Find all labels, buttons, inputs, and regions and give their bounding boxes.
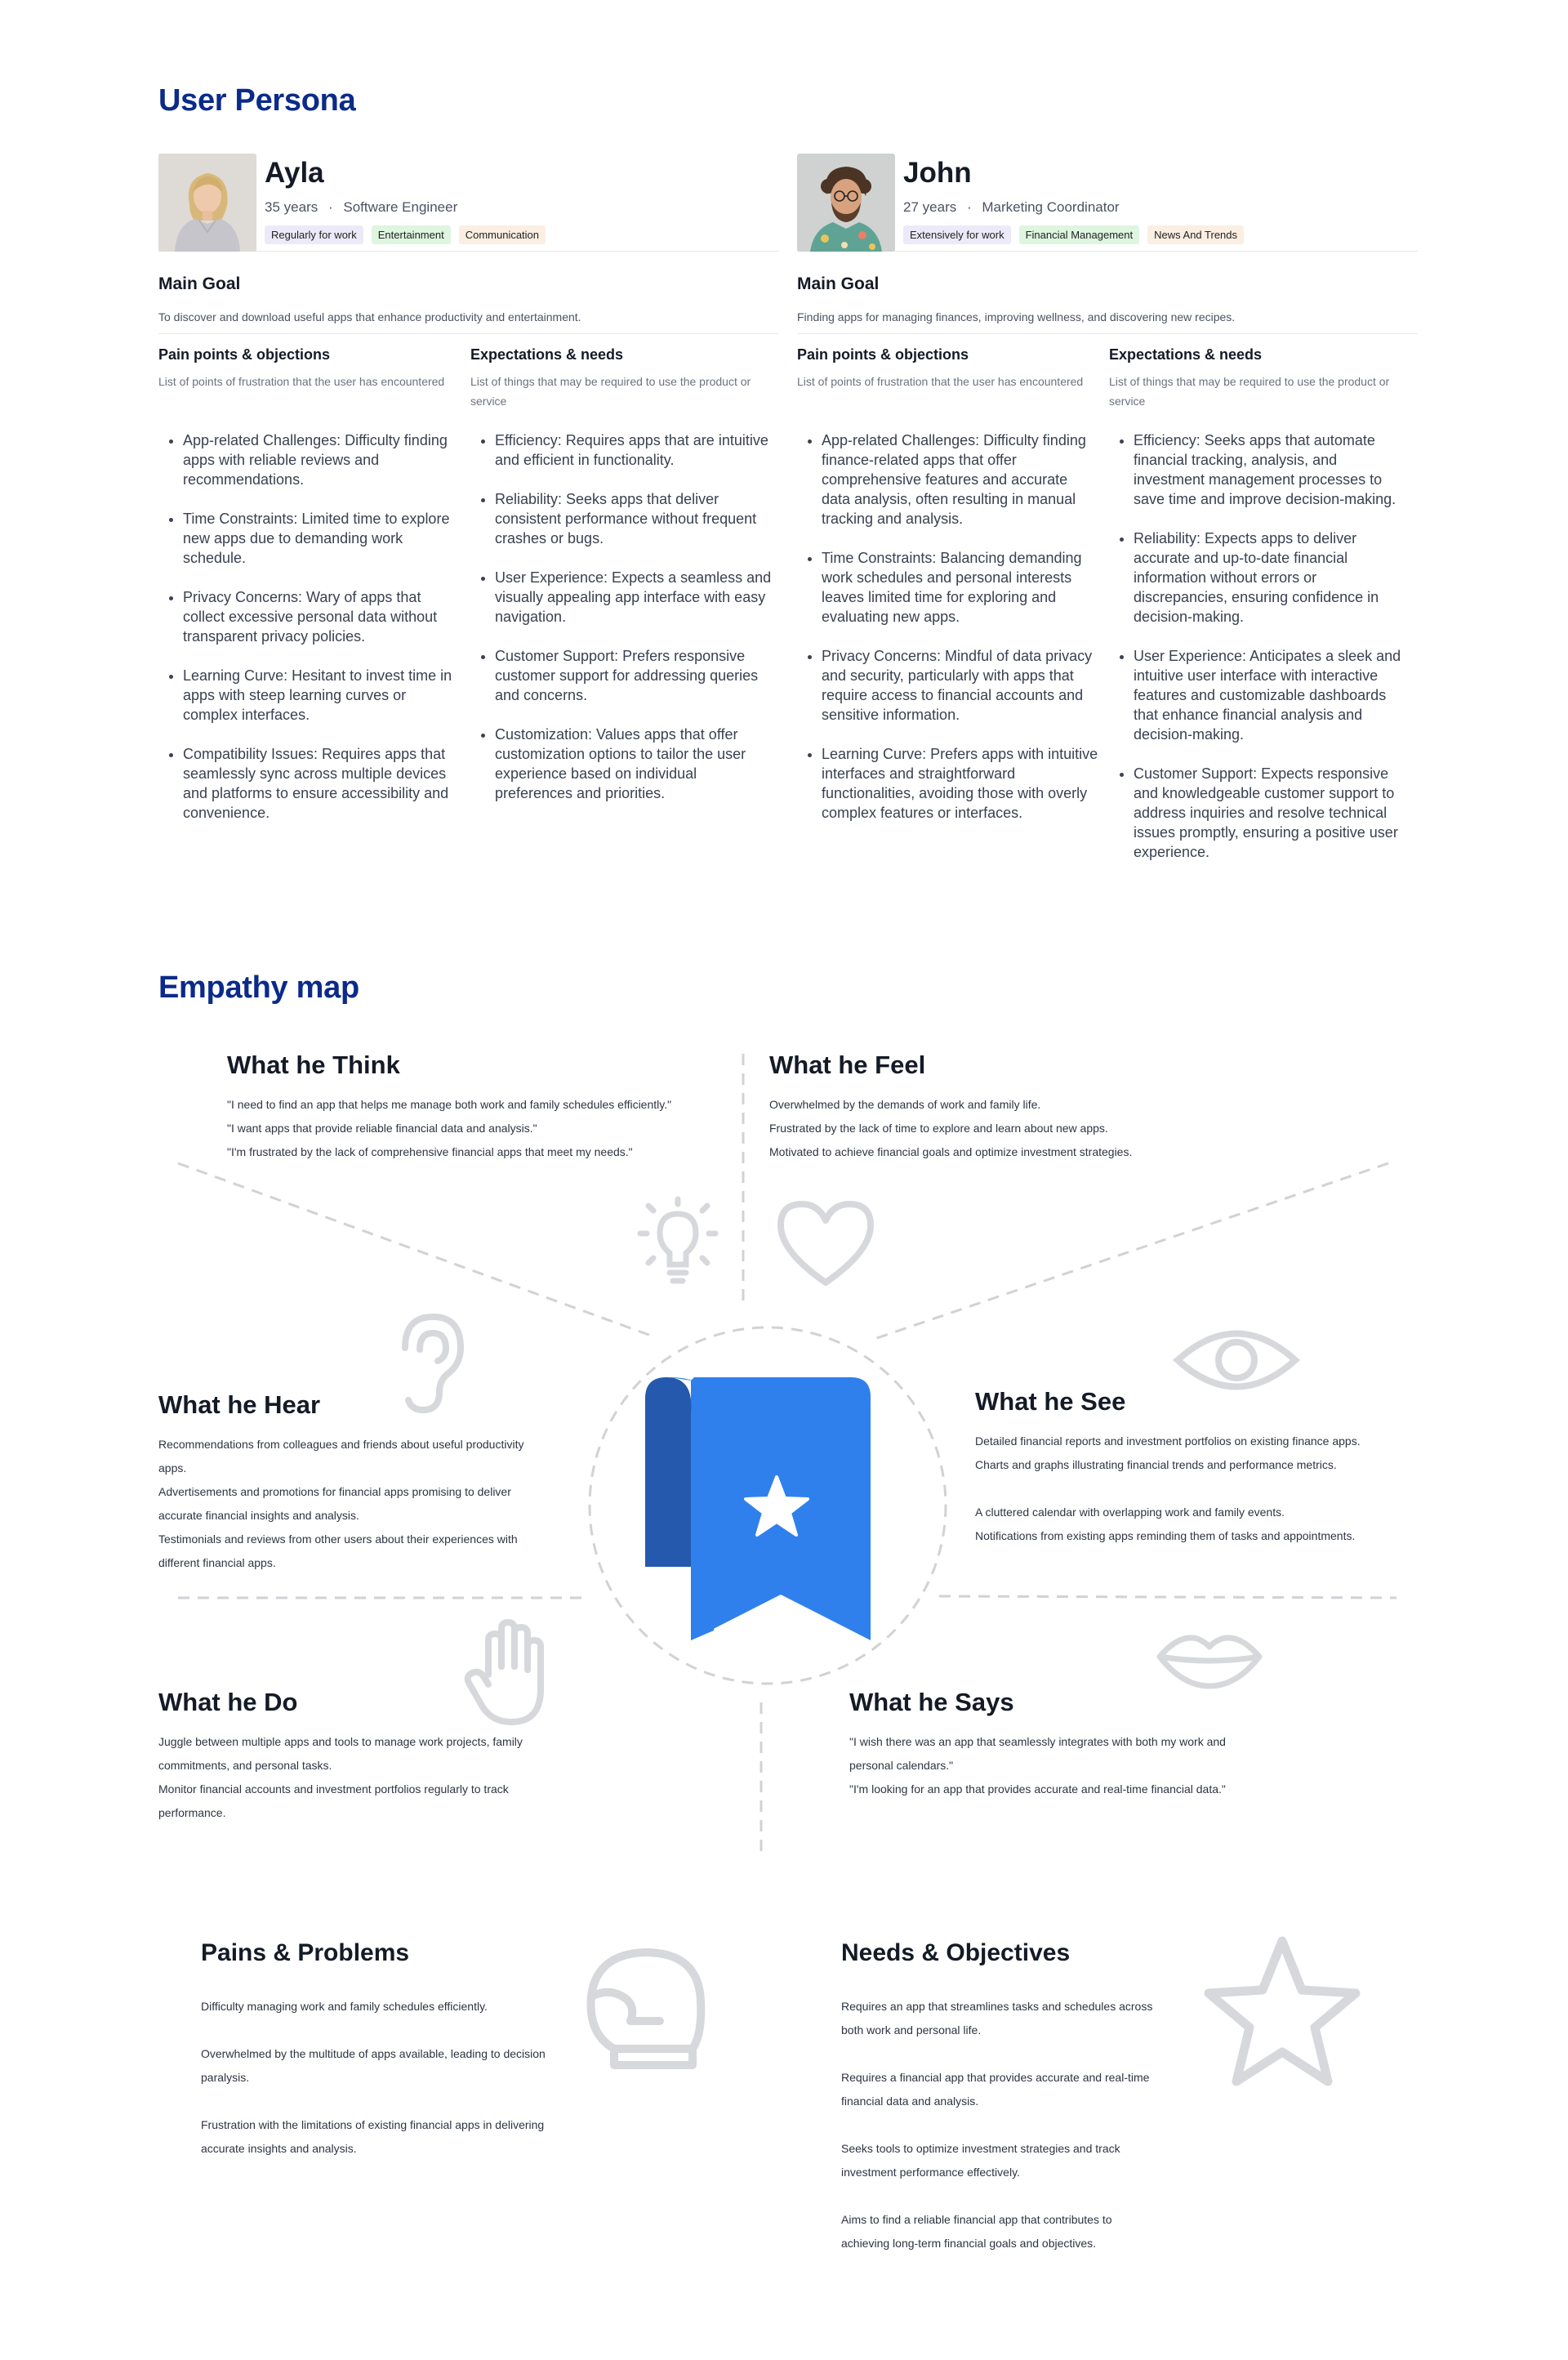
list-item: • Time Constraints: Balancing demanding work schedules and personal interests leaves limited time for exploring and evaluating new apps. [822,548,1099,627]
tag-interest-1: Entertainment [372,225,451,244]
empathy-line: "I need to find an app that helps me manage both work and family schedules efficiently." [227,1098,672,1111]
list-item: • App-related Challenges: Difficulty finding finance-related apps that offer comprehensive features and accurate data analysis, often resulting in manual tracking and analysis. [822,431,1099,529]
empathy-feel-title: What he Feel [769,1051,926,1079]
persona-age: 27 [903,199,919,215]
tag-usage: Extensively for work [903,225,1011,244]
list-item: • User Experience: Anticipates a sleek and intuitive user interface with interactive features and customizable dashboards that enhance financial analysis and decision-making. [1134,646,1411,744]
empathy-says [849,1688,1307,1801]
empathy-line: apps. [158,1461,187,1474]
main-goal-text: To discover and download useful apps that enhance productivity and entertainment. [158,310,581,323]
empathy-line: Charts and graphs illustrating financial trends and performance metrics. [975,1458,1337,1471]
lips-icon [1155,1627,1264,1697]
empathy-line: Frustrated by the lack of time to explore and learn about new apps. [769,1122,1108,1135]
pain-points-title: Pain points & objections [158,346,331,363]
needs-objectives-title: Needs & Objectives [841,1939,1071,1966]
list-item: • Learning Curve: Prefers apps with intuitive interfaces and straightforward functionalities, avoiding those with overly complex features or interfaces. [822,744,1099,823]
list-item: • Customer Support: Expects responsive and knowledgeable customer support to address inquiries and resolve technical issues promptly, ensuring a positive user experience. [1134,764,1411,862]
empathy-think-title: What he Think [227,1051,400,1079]
pain-points-subtitle: List of points of frustration that the user has encountered [797,375,1084,388]
pains-problems-title: Pains & Problems [201,1939,410,1966]
persona-section-title: User Persona [158,83,356,118]
empathy-hear [158,1390,583,1575]
pains-problems [201,1939,642,2184]
list-item: Aims to find a reliable financial app that contributes to achieving long-term financial goals and objectives. [841,2213,1112,2250]
list-item: • Reliability: Expects apps to deliver accurate and up-to-date financial information without errors or discrepancies, ensuring confidence in decision-making. [1134,529,1411,627]
empathy-section-title: Empathy map [158,970,359,1005]
empathy-line: Overwhelmed by the demands of work and family life. [769,1098,1041,1111]
empathy-line: "I want apps that provide reliable financial data and analysis." [227,1122,537,1135]
tag-interest-2: News And Trends [1147,225,1244,244]
empathy-line: Notifications from existing apps reminding them of tasks and appointments. [975,1529,1356,1542]
empathy-line: different financial apps. [158,1556,276,1569]
lightbulb-icon [629,1196,727,1298]
expectations-subtitle: List of things that may be required to use the product or service [1109,375,1390,408]
tag-interest-2: Communication [459,225,546,244]
list-item: • Reliability: Seeks apps that deliver consistent performance without frequent crashes or bugs. [495,489,773,548]
needs-objectives [841,1939,1282,2279]
heart-icon [773,1194,879,1296]
expectations-title: Expectations & needs [1109,346,1263,363]
empathy-line: accurate financial insights and analysis. [158,1509,359,1522]
empathy-line: performance. [158,1806,226,1819]
empathy-feel [769,1051,1132,1164]
list-item: • Efficiency: Seeks apps that automate financial tracking, analysis, and investment management processes to save time and improve decision-making. [1134,431,1411,509]
list-item: • App-related Challenges: Difficulty finding apps with reliable reviews and recommendations. [183,431,461,489]
list-item: • User Experience: Expects a seamless and visually appealing app interface with easy navigation. [495,568,773,627]
persona-role: Software Engineer [343,199,458,215]
list-item: Overwhelmed by the multitude of apps available, leading to decision paralysis. [201,2047,546,2084]
expectations-title: Expectations & needs [470,346,624,363]
list-item: • Privacy Concerns: Mindful of data privacy and security, particularly with apps that require access to financial accounts and sensitive information. [822,646,1099,725]
empathy-line: Juggle between multiple apps and tools to manage work projects, family [158,1735,523,1748]
list-item: • Customer Support: Prefers responsive customer support for addressing queries and concerns. [495,646,773,705]
list-item: • Customization: Values apps that offer customization options to tailor the user experience based on individual preferences and priorities. [495,725,773,803]
list-item: • Compatibility Issues: Requires apps that seamlessly sync across multiple devices and platforms to ensure accessibility and convenience. [183,744,461,823]
empathy-line: Advertisements and promotions for financial apps promising to deliver [158,1485,511,1498]
meta-separator: · [966,199,972,215]
empathy-line: Recommendations from colleagues and friends about useful productivity [158,1438,524,1451]
pain-points-subtitle: List of points of frustration that the user has encountered [158,375,445,388]
empathy-line: "I'm frustrated by the lack of comprehensive financial apps that meet my needs." [227,1145,633,1158]
empathy-says-title: What he Says [849,1688,1014,1716]
list-item: Seeks tools to optimize investment strategies and track investment performance effectively. [841,2142,1120,2179]
empathy-line: "I'm looking for an app that provides accurate and real-time financial data." [849,1782,1226,1796]
main-goal-title: Main Goal [158,274,241,293]
bookmark-star-icon [645,1377,871,1651]
spacer [975,1477,1432,1501]
persona-name: John [903,157,972,189]
meta-separator: · [327,199,333,215]
tag-usage: Regularly for work [265,225,363,244]
empathy-see-title: What he See [975,1387,1126,1416]
empathy-do-title: What he Do [158,1688,298,1716]
empathy-line: Testimonials and reviews from other users about their experiences with [158,1532,518,1546]
persona-age: 35 [265,199,280,215]
list-item: • Time Constraints: Limited time to explore new apps due to demanding work schedule. [183,509,461,568]
list-item: Requires an app that streamlines tasks and schedules across both work and personal life. [841,2000,1153,2037]
empathy-line: "I wish there was an app that seamlessly integrates with both my work and [849,1735,1226,1748]
list-item: • Efficiency: Requires apps that are intuitive and efficient in functionality. [495,431,773,470]
empathy-do [158,1688,583,1825]
tag-interest-1: Financial Management [1019,225,1140,244]
persona-age-unit: years [283,199,318,215]
empathy-line: Monitor financial accounts and investment portfolios regularly to track [158,1782,509,1796]
persona-name: Ayla [265,157,324,189]
empathy-think [227,1051,671,1164]
main-goal-title: Main Goal [797,274,880,293]
empathy-see [975,1387,1432,1548]
persona-role: Marketing Coordinator [982,199,1120,215]
empathy-line: commitments, and personal tasks. [158,1759,332,1772]
empathy-line: Detailed financial reports and investment portfolios on existing finance apps. [975,1434,1361,1448]
pain-points-title: Pain points & objections [797,346,969,363]
persona-age-unit: years [922,199,957,215]
expectations-subtitle: List of things that may be required to use the product or service [470,375,751,408]
empathy-line: personal calendars." [849,1759,954,1772]
main-goal-text: Finding apps for managing finances, improving wellness, and discovering new recipes. [797,310,1236,323]
list-item: Requires a financial app that provides accurate and real-time financial data and analysis. [841,2071,1150,2108]
empathy-hear-title: What he Hear [158,1390,321,1419]
list-item: Difficulty managing work and family schedules efficiently. [201,2000,488,2013]
list-item: • Learning Curve: Hesitant to invest time in apps with steep learning curves or complex interfaces. [183,666,461,725]
list-item: • Privacy Concerns: Wary of apps that collect excessive personal data without transparent privacy policies. [183,587,461,646]
empathy-line: A cluttered calendar with overlapping work and family events. [975,1506,1285,1519]
list-item: Frustration with the limitations of existing financial apps in delivering accurate insights and analysis. [201,2118,545,2155]
empathy-line: Motivated to achieve financial goals and optimize investment strategies. [769,1145,1133,1158]
